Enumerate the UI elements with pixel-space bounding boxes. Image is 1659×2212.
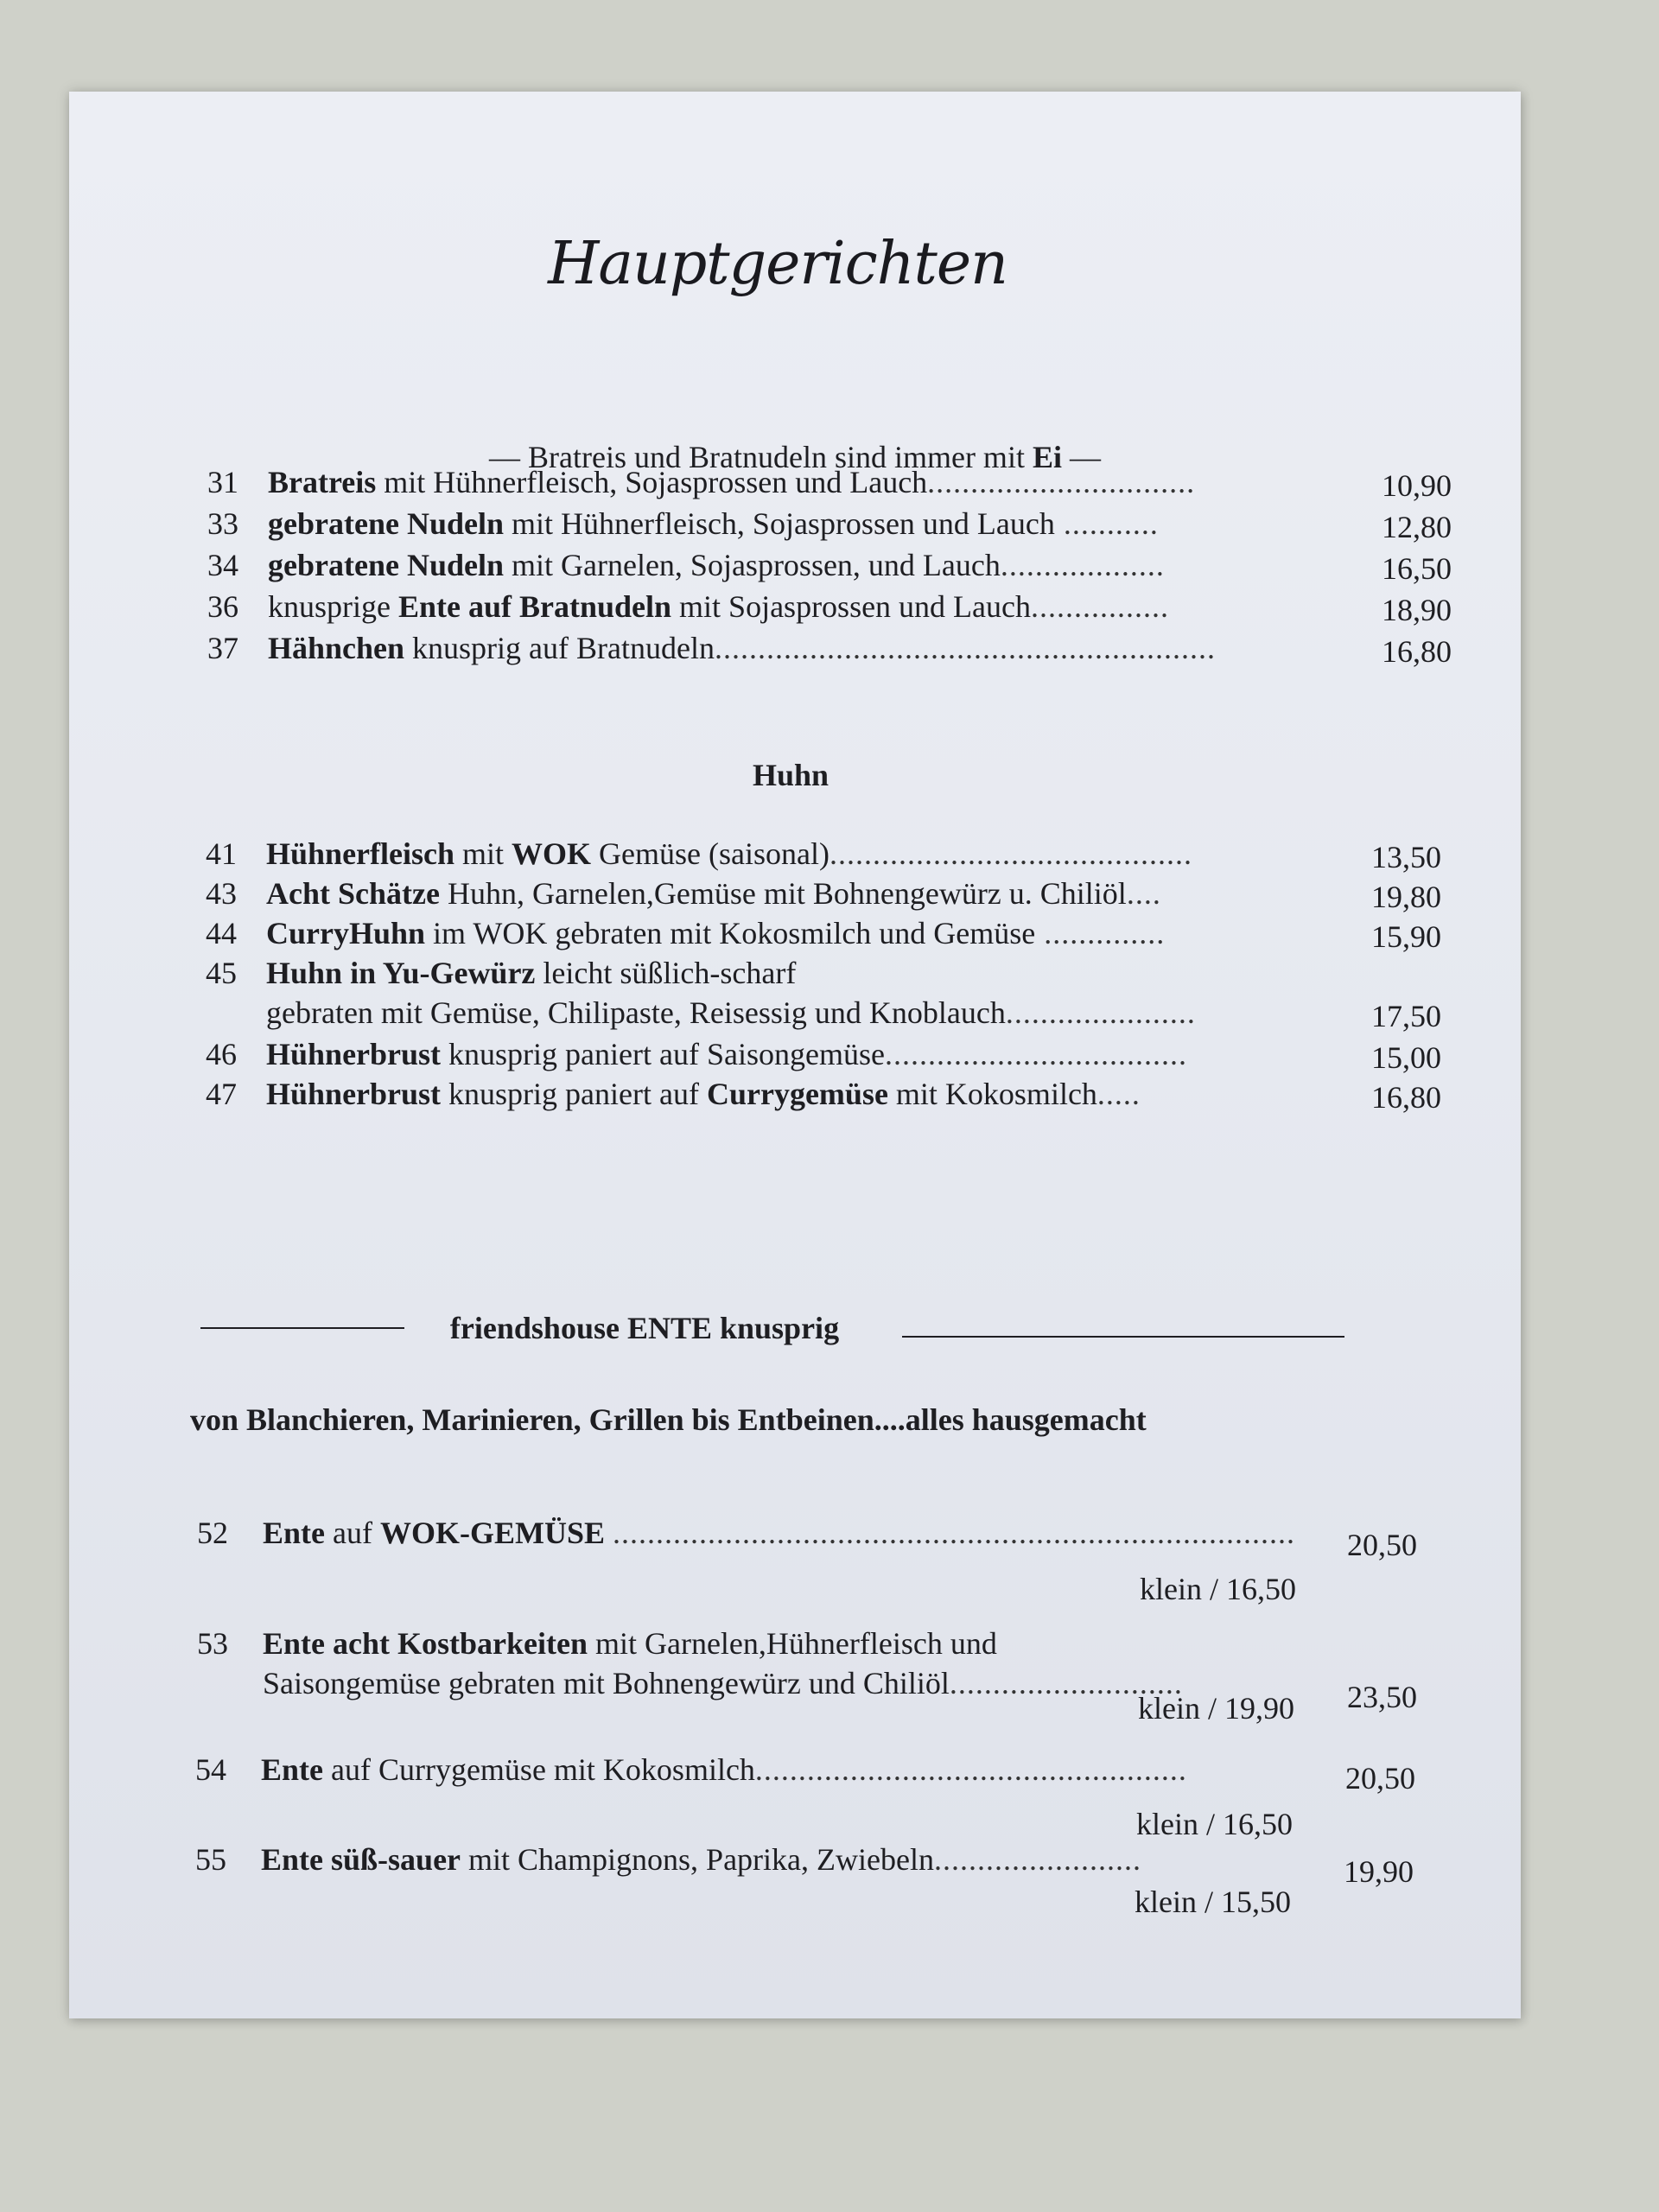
- item-price: 17,50: [1371, 999, 1441, 1033]
- item-name: Ente acht Kostbarkeiten: [263, 1626, 588, 1661]
- item-dots: ...................: [1000, 548, 1165, 582]
- item-number: 55: [195, 1842, 226, 1877]
- item-price-small: klein / 16,50: [1140, 1572, 1296, 1606]
- subtitle-bold: Ei: [1032, 440, 1062, 474]
- item-price: 13,50: [1371, 840, 1441, 874]
- item-price-small: klein / 15,50: [1135, 1885, 1291, 1919]
- item-number: 43: [206, 876, 237, 911]
- item-dots: ...............................................................................: [612, 1516, 1295, 1550]
- menu-item: [195, 1751, 1440, 1796]
- item-text: knusprig auf Bratnudeln: [404, 631, 715, 665]
- item-price: 15,90: [1371, 919, 1441, 954]
- item-text-2: Saisongemüse gebraten mit Bohnengewürz und Chiliöl: [263, 1666, 950, 1700]
- item-name: Hühnerbrust: [266, 1037, 442, 1071]
- item-price-small: klein / 19,90: [1138, 1691, 1294, 1726]
- item-dots: ...........................: [949, 1666, 1183, 1700]
- subtitle-text: Bratreis und Bratnudeln sind immer mit: [528, 440, 1025, 474]
- item-text: auf Currygemüse mit Kokosmilch: [323, 1752, 755, 1787]
- item-price: 20,50: [1347, 1528, 1417, 1562]
- item-text-2: gebraten mit Gemüse, Chilipaste, Reisessig und Knoblauch: [266, 995, 1006, 1030]
- item-number: 33: [207, 506, 238, 541]
- item-description: [266, 914, 1165, 952]
- item-text: mit Champignons, Paprika, Zwiebeln: [461, 1842, 934, 1877]
- item-name: Bratreis: [268, 465, 377, 499]
- item-name: Acht Schätze: [266, 876, 440, 911]
- item-name: Ente auf Bratnudeln: [397, 589, 672, 624]
- item-text: mit: [454, 836, 512, 871]
- item-description: [263, 1514, 1295, 1552]
- item-text-2: mit Kokosmilch: [887, 1077, 1097, 1111]
- item-price: 10,90: [1382, 468, 1452, 503]
- item-name: Hähnchen: [268, 631, 405, 665]
- item-name-2: WOK-GEMÜSE: [379, 1516, 605, 1550]
- menu-item: [207, 546, 1452, 584]
- divider-left: [200, 1327, 404, 1329]
- item-prefix: knusprige: [268, 589, 398, 624]
- item-dots: ....: [1126, 876, 1161, 911]
- item-dots: ..........................................................: [714, 631, 1216, 665]
- menu-item: [207, 505, 1452, 543]
- section-tagline: von Blanchieren, Marinieren, Grillen bis Entbeinen....alles hausgemacht: [190, 1402, 1147, 1437]
- item-number: 44: [206, 916, 237, 950]
- menu-item: [206, 835, 1450, 873]
- item-name: Hühnerbrust: [266, 1077, 442, 1111]
- item-dots: ........................: [933, 1842, 1141, 1877]
- item-text: mit Garnelen,Hühnerfleisch und: [587, 1626, 997, 1661]
- item-name: Ente süß-sauer: [261, 1842, 461, 1877]
- menu-item: [207, 629, 1452, 667]
- dash-left: —: [489, 440, 521, 474]
- menu-item: [207, 588, 1452, 626]
- divider-right: [902, 1336, 1344, 1338]
- item-description: [261, 1840, 1141, 1878]
- item-description: [268, 588, 1169, 626]
- item-price: 12,80: [1382, 510, 1452, 544]
- item-description: [266, 874, 1161, 912]
- item-number: 53: [197, 1626, 228, 1661]
- item-number: 41: [206, 836, 237, 871]
- menu-item: [207, 463, 1452, 501]
- section-heading-ente: friendshouse ENTE knusprig: [449, 1311, 840, 1345]
- item-number: 31: [207, 465, 238, 499]
- item-text-2: [605, 1516, 613, 1550]
- item-dots: .....: [1096, 1077, 1141, 1111]
- item-name: Ente: [261, 1752, 323, 1787]
- item-name: gebratene Nudeln: [268, 548, 504, 582]
- item-dots: ......................: [1005, 995, 1196, 1030]
- item-text: mit Hühnerfleisch, Sojasprossen und Lauch: [504, 506, 1055, 541]
- dash-right: —: [1069, 440, 1101, 474]
- item-number: 37: [207, 631, 238, 665]
- item-text: knusprig paniert auf: [441, 1077, 707, 1111]
- item-price: 16,50: [1382, 551, 1452, 586]
- item-name-2: WOK: [512, 836, 592, 871]
- item-name-2: Currygemüse: [706, 1077, 888, 1111]
- item-text: mit Garnelen, Sojasprossen, und Lauch: [504, 548, 1001, 582]
- item-number: 54: [195, 1752, 226, 1787]
- item-text: leicht süßlich-scharf: [535, 956, 797, 990]
- item-number: 45: [206, 956, 237, 990]
- item-description-line2: [266, 994, 1196, 1032]
- item-price: 23,50: [1347, 1680, 1417, 1714]
- item-text: mit Sojasprossen und Lauch: [671, 589, 1031, 624]
- item-dots: ..........................................: [829, 836, 1192, 871]
- item-dots: ...............................: [927, 465, 1196, 499]
- item-number: 47: [206, 1077, 237, 1111]
- item-price-small: klein / 16,50: [1136, 1807, 1293, 1841]
- item-number: 46: [206, 1037, 237, 1071]
- menu-item: [197, 1514, 1441, 1562]
- item-dots: ...................................: [884, 1037, 1187, 1071]
- item-description: [263, 1624, 997, 1662]
- item-description: [266, 1035, 1187, 1073]
- item-description: [268, 463, 1195, 501]
- item-dots: ..............: [1035, 916, 1166, 950]
- item-number: 52: [197, 1516, 228, 1550]
- item-price: 19,80: [1371, 880, 1441, 914]
- item-name: gebratene Nudeln: [268, 506, 504, 541]
- item-text: Huhn, Garnelen,Gemüse mit Bohnengewürz u. Chiliöl: [439, 876, 1127, 911]
- item-price: 19,90: [1344, 1854, 1414, 1889]
- item-price: 20,50: [1345, 1761, 1415, 1796]
- item-text: knusprig paniert auf Saisongemüse: [441, 1037, 885, 1071]
- menu-item: [206, 914, 1450, 952]
- item-price: 16,80: [1382, 634, 1452, 669]
- item-description: [266, 954, 796, 992]
- item-description: [266, 835, 1192, 873]
- page-title: Hauptgerichten: [548, 230, 1007, 298]
- menu-item: [195, 1840, 1440, 1889]
- item-text: auf: [325, 1516, 380, 1550]
- item-dots: ...........: [1054, 506, 1159, 541]
- item-name: Huhn in Yu-Gewürz: [266, 956, 536, 990]
- item-dots: ................: [1031, 589, 1169, 624]
- menu-item: [206, 1035, 1450, 1073]
- item-number: 36: [207, 589, 238, 624]
- menu-item: [206, 1075, 1450, 1113]
- item-name: CurryHuhn: [266, 916, 426, 950]
- item-name: Ente: [263, 1516, 325, 1550]
- item-dots: ..................................................: [754, 1752, 1187, 1787]
- item-name: Hühnerfleisch: [266, 836, 455, 871]
- item-text: im WOK gebraten mit Kokosmilch und Gemüse: [425, 916, 1036, 950]
- section-heading-huhn: Huhn: [752, 758, 830, 792]
- item-text: mit Hühnerfleisch, Sojasprossen und Lauch: [376, 465, 928, 499]
- item-description: [268, 505, 1159, 543]
- item-price: 16,80: [1371, 1080, 1441, 1115]
- item-price: 18,90: [1382, 593, 1452, 627]
- menu-item: [206, 954, 1450, 1032]
- item-description: [266, 1075, 1141, 1113]
- menu-page: [69, 92, 1521, 2018]
- menu-item: [206, 874, 1450, 912]
- item-text-2: Gemüse (saisonal): [591, 836, 830, 871]
- item-description: [268, 629, 1216, 667]
- item-description: [261, 1751, 1187, 1789]
- item-price: 15,00: [1371, 1040, 1441, 1075]
- item-description: [268, 546, 1165, 584]
- item-number: 34: [207, 548, 238, 582]
